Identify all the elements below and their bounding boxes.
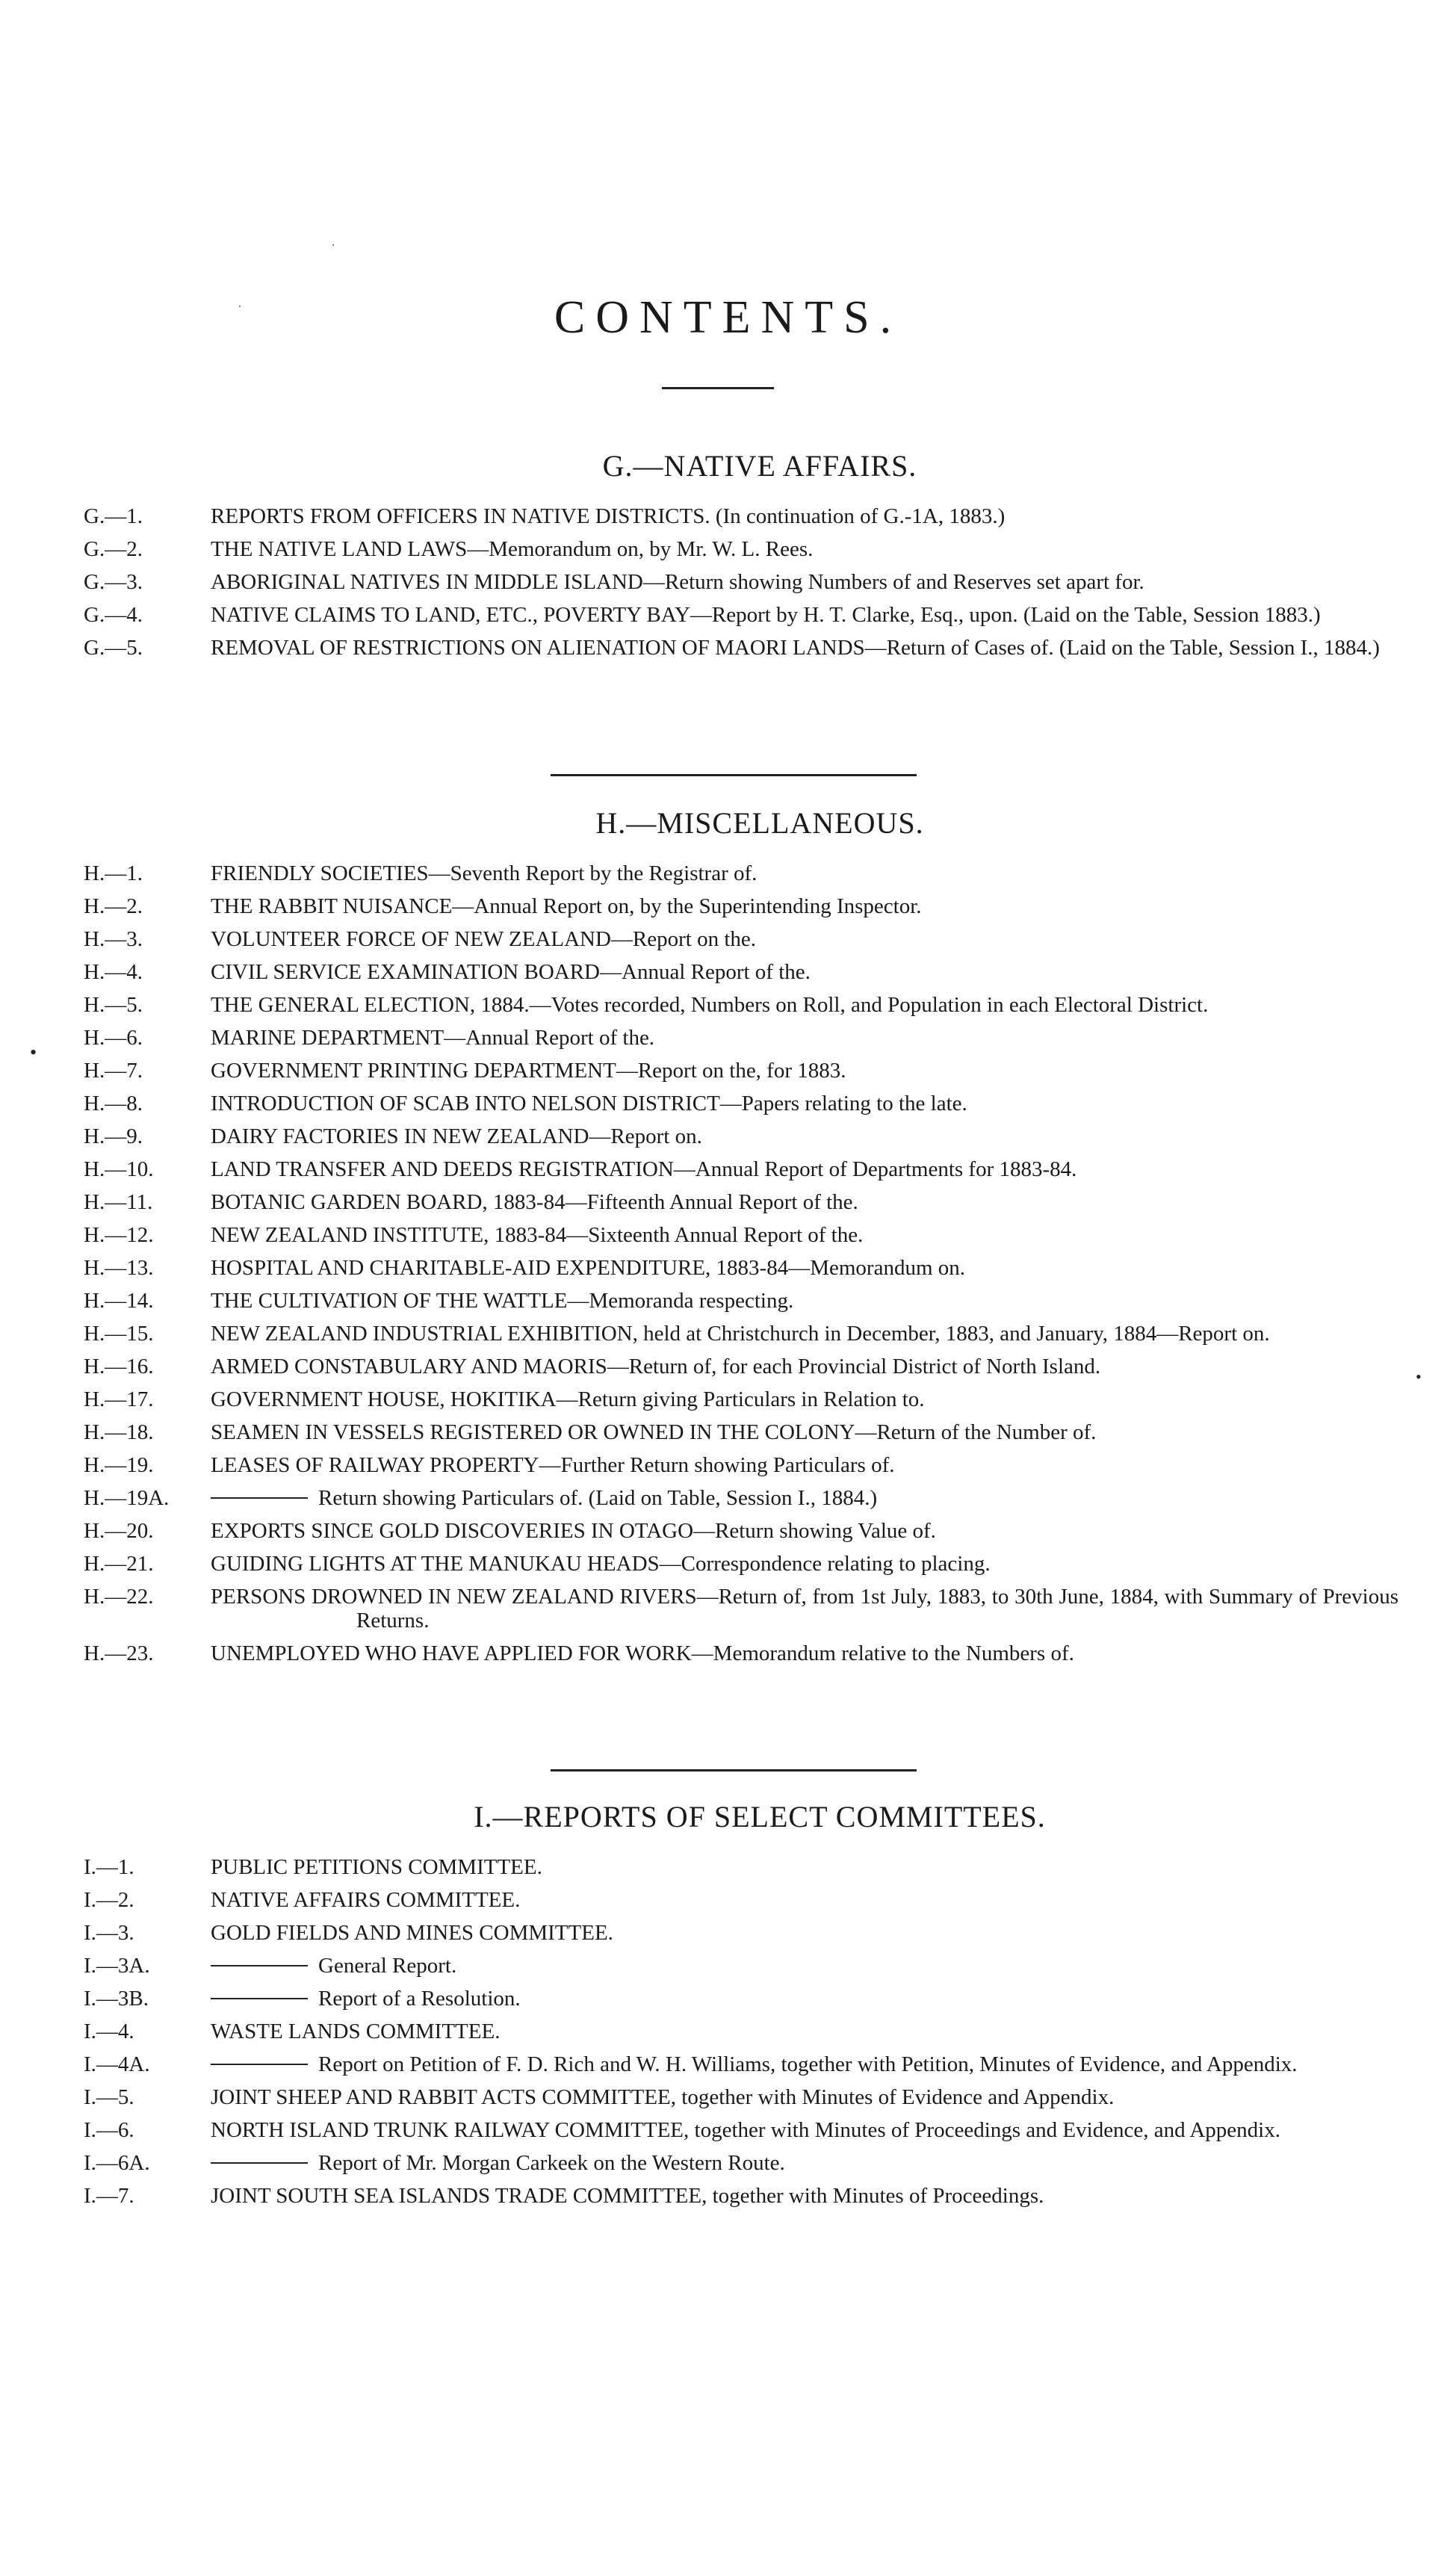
entry-list [84, 1855, 1398, 2208]
entry-title-text: General Report. [318, 1954, 457, 1978]
entry-code: H.—6. [84, 1026, 143, 1050]
entry-code: H.—8. [84, 1092, 143, 1115]
entry-code: I.—5. [84, 2085, 134, 2109]
entry-list [84, 861, 1398, 1665]
entry-code: H.—2. [84, 894, 143, 918]
contents-entry [84, 570, 1398, 594]
entry-code: H.—10. [84, 1157, 154, 1181]
entry-list [84, 504, 1398, 660]
entry-code: H.—23. [84, 1641, 154, 1665]
entry-title-text: Report of a Resolution. [318, 1987, 521, 2011]
entry-title: PERSONS DROWNED IN NEW ZEALAND RIVERS—Return of, from 1st July, 1883, to 30th June, 1884, with Summary of Previous Returns. [211, 1585, 1398, 1633]
entry-code: I.—1. [84, 1855, 134, 1879]
entry-code: G.—2. [84, 537, 143, 561]
entry-title: REMOVAL OF RESTRICTIONS ON ALIENATION OF MAORI LANDS—Return of Cases of. (Laid on the Table, Session I., 1884.) [211, 636, 1380, 660]
entry-title: GOVERNMENT HOUSE, HOKITIKA—Return giving Particulars in Relation to. [211, 1387, 925, 1411]
entry-title: INTRODUCTION OF SCAB INTO NELSON DISTRICT—Papers relating to the late. [211, 1092, 967, 1115]
section-miscellaneous [84, 805, 1398, 1674]
entry-code: I.—4. [84, 2020, 134, 2043]
entry-title: NEW ZEALAND INSTITUTE, 1883-84—Sixteenth Annual Report of the. [211, 1223, 864, 1247]
entry-code: I.—6. [84, 2118, 134, 2142]
entry-code: I.—2. [84, 1888, 134, 1912]
entry-title [211, 2052, 1398, 2076]
entry-code: H.—4. [84, 960, 143, 984]
entry-title: GUIDING LIGHTS AT THE MANUKAU HEADS—Correspondence relating to placing. [211, 1552, 991, 1576]
contents-entry [84, 1190, 1398, 1214]
entry-title [211, 2151, 1398, 2175]
entry-code: H.—19. [84, 1453, 154, 1477]
entry-title: THE NATIVE LAND LAWS—Memorandum on, by Mr. W. L. Rees. [211, 537, 814, 561]
contents-entry [84, 1223, 1398, 1247]
entry-code: G.—1. [84, 504, 143, 528]
contents-entry [84, 1954, 1398, 1978]
entry-title [211, 1486, 1398, 1510]
contents-entry [84, 1355, 1398, 1378]
entry-title-text: Report on Petition of F. D. Rich and W. H. Williams, together with Petition, Minutes of Evidence, and Appendix. [318, 2052, 1298, 2076]
contents-entry [84, 1585, 1398, 1633]
entry-code: H.—15. [84, 1322, 154, 1346]
entry-title [211, 1987, 1398, 2011]
entry-title: ARMED CONSTABULARY AND MAORIS—Return of, for each Provincial District of North Island. [211, 1355, 1101, 1378]
entry-title: REPORTS FROM OFFICERS IN NATIVE DISTRICTS. (In continuation of G.-1A, 1883.) [211, 504, 1006, 528]
contents-entry [84, 2118, 1398, 2142]
contents-entry [84, 1124, 1398, 1148]
entry-title: NORTH ISLAND TRUNK RAILWAY COMMITTEE, together with Minutes of Proceedings and Evidence, and Appendix. [211, 2118, 1280, 2142]
contents-entry [84, 504, 1398, 528]
contents-entry [84, 1256, 1398, 1280]
contents-entry [84, 1921, 1398, 1945]
entry-title: THE CULTIVATION OF THE WATTLE—Memoranda respecting. [211, 1289, 794, 1313]
contents-entry [84, 1289, 1398, 1313]
entry-title: HOSPITAL AND CHARITABLE-AID EXPENDITURE, 1883-84—Memorandum on. [211, 1256, 966, 1280]
entry-title: PUBLIC PETITIONS COMMITTEE. [211, 1855, 542, 1879]
entry-code: G.—3. [84, 570, 143, 594]
contents-entry [84, 1888, 1398, 1912]
page-title: CONTENTS. [554, 292, 902, 343]
title-rule [662, 387, 774, 389]
entry-title: UNEMPLOYED WHO HAVE APPLIED FOR WORK—Memorandum relative to the Numbers of. [211, 1641, 1074, 1665]
contents-entry [84, 2085, 1398, 2109]
contents-entry [84, 1026, 1398, 1050]
entry-code: H.—16. [84, 1355, 154, 1378]
contents-entry [84, 1157, 1398, 1181]
entry-title-text: Return showing Particulars of. (Laid on Table, Session I., 1884.) [318, 1486, 878, 1510]
contents-entry [84, 1059, 1398, 1083]
entry-title: JOINT SOUTH SEA ISLANDS TRADE COMMITTEE, together with Minutes of Proceedings. [211, 2184, 1044, 2208]
entry-title: WASTE LANDS COMMITTEE. [211, 2020, 501, 2043]
ditto-dash [211, 1998, 308, 1999]
entry-code: H.—9. [84, 1124, 143, 1148]
entry-code: I.—3. [84, 1921, 134, 1945]
contents-entry [84, 927, 1398, 951]
entry-code: H.—17. [84, 1387, 154, 1411]
contents-entry [84, 1855, 1398, 1879]
entry-title: LEASES OF RAILWAY PROPERTY—Further Return showing Particulars of. [211, 1453, 895, 1477]
contents-entry [84, 1453, 1398, 1477]
entry-title: JOINT SHEEP AND RABBIT ACTS COMMITTEE, together with Minutes of Evidence and Appendix. [211, 2085, 1115, 2109]
entry-code: H.—13. [84, 1256, 154, 1280]
entry-code: H.—14. [84, 1289, 154, 1313]
entry-title: GOLD FIELDS AND MINES COMMITTEE. [211, 1921, 613, 1945]
contents-entry [84, 1987, 1398, 2011]
ditto-dash [211, 1497, 308, 1499]
scan-speck: · [238, 299, 242, 314]
entry-code: H.—18. [84, 1420, 154, 1444]
entry-code: H.—19A. [84, 1486, 170, 1510]
entry-title: BOTANIC GARDEN BOARD, 1883-84—Fifteenth Annual Report of the. [211, 1190, 858, 1214]
contents-entry [84, 2020, 1398, 2043]
contents-entry [84, 2052, 1398, 2076]
entry-code: H.—12. [84, 1223, 154, 1247]
contents-entry [84, 2151, 1398, 2175]
entry-title: EXPORTS SINCE GOLD DISCOVERIES IN OTAGO—Return showing Value of. [211, 1519, 936, 1543]
section-heading: G.—NATIVE AFFAIRS. [602, 449, 917, 483]
ditto-dash [211, 1965, 308, 1966]
section-heading: H.—MISCELLANEOUS. [595, 806, 924, 840]
contents-entry [84, 894, 1398, 918]
ditto-dash [211, 2162, 308, 2164]
entry-title [211, 1954, 1398, 1978]
entry-title: MARINE DEPARTMENT—Annual Report of the. [211, 1026, 655, 1050]
entry-title-text: Report of Mr. Morgan Carkeek on the Western Route. [318, 2151, 785, 2175]
entry-code: I.—3A. [84, 1954, 150, 1978]
entry-code: I.—3B. [84, 1987, 149, 2011]
contents-entry [84, 1387, 1398, 1411]
entry-code: H.—22. [84, 1585, 154, 1609]
entry-code: H.—1. [84, 861, 143, 885]
entry-title: DAIRY FACTORIES IN NEW ZEALAND—Report on. [211, 1124, 702, 1148]
contents-entry [84, 1092, 1398, 1115]
contents-entry [84, 1420, 1398, 1444]
entry-code: H.—11. [84, 1190, 153, 1214]
entry-title: NATIVE CLAIMS TO LAND, ETC., POVERTY BAY—Report by H. T. Clarke, Esq., upon. (Laid on the Table, Session 1883.) [211, 603, 1321, 627]
entry-title: GOVERNMENT PRINTING DEPARTMENT—Report on the, for 1883. [211, 1059, 846, 1083]
entry-title: ABORIGINAL NATIVES IN MIDDLE ISLAND—Return showing Numbers of and Reserves set apart for. [211, 570, 1144, 594]
contents-entry [84, 1486, 1398, 1510]
entry-code: G.—4. [84, 603, 143, 627]
entry-title: NATIVE AFFAIRS COMMITTEE. [211, 1888, 521, 1912]
contents-entry [84, 603, 1398, 627]
entry-code: G.—5. [84, 636, 143, 660]
contents-entry [84, 861, 1398, 885]
contents-entry [84, 960, 1398, 984]
entry-title: FRIENDLY SOCIETIES—Seventh Report by the Registrar of. [211, 861, 758, 885]
entry-title: THE GENERAL ELECTION, 1884.—Votes recorded, Numbers on Roll, and Population in each Electoral District. [211, 993, 1209, 1017]
contents-entry [84, 636, 1398, 660]
entry-title: CIVIL SERVICE EXAMINATION BOARD—Annual Report of the. [211, 960, 811, 984]
entry-code: I.—7. [84, 2184, 134, 2208]
entry-title: SEAMEN IN VESSELS REGISTERED OR OWNED IN THE COLONY—Return of the Number of. [211, 1420, 1097, 1444]
contents-entry [84, 1322, 1398, 1346]
entry-title: VOLUNTEER FORCE OF NEW ZEALAND—Report on the. [211, 927, 757, 951]
section-select-committees [84, 1799, 1398, 2217]
scan-speck: · [331, 238, 335, 253]
contents-entry [84, 1519, 1398, 1543]
entry-code: H.—21. [84, 1552, 154, 1576]
contents-entry [84, 1552, 1398, 1576]
scan-speck: • [30, 1042, 37, 1063]
ditto-dash [211, 2064, 308, 2065]
entry-code: I.—6A. [84, 2151, 150, 2175]
entry-code: H.—20. [84, 1519, 154, 1543]
entry-title: NEW ZEALAND INDUSTRIAL EXHIBITION, held at Christchurch in December, 1883, and January, 1884—Report on. [211, 1322, 1270, 1346]
section-divider [551, 774, 917, 776]
section-native-affairs [84, 448, 1398, 669]
entry-code: H.—5. [84, 993, 143, 1017]
contents-entry [84, 537, 1398, 561]
entry-code: H.—7. [84, 1059, 143, 1083]
entry-title: THE RABBIT NUISANCE—Annual Report on, by the Superintending Inspector. [211, 894, 922, 918]
contents-entry [84, 993, 1398, 1017]
entry-code: I.—4A. [84, 2052, 150, 2076]
entry-code: H.—3. [84, 927, 143, 951]
section-heading: I.—REPORTS OF SELECT COMMITTEES. [474, 1800, 1046, 1833]
entry-title: LAND TRANSFER AND DEEDS REGISTRATION—Annual Report of Departments for 1883-84. [211, 1157, 1077, 1181]
contents-entry [84, 1641, 1398, 1665]
scan-speck: • [1416, 1367, 1422, 1386]
section-divider [551, 1769, 917, 1771]
contents-entry [84, 2184, 1398, 2208]
